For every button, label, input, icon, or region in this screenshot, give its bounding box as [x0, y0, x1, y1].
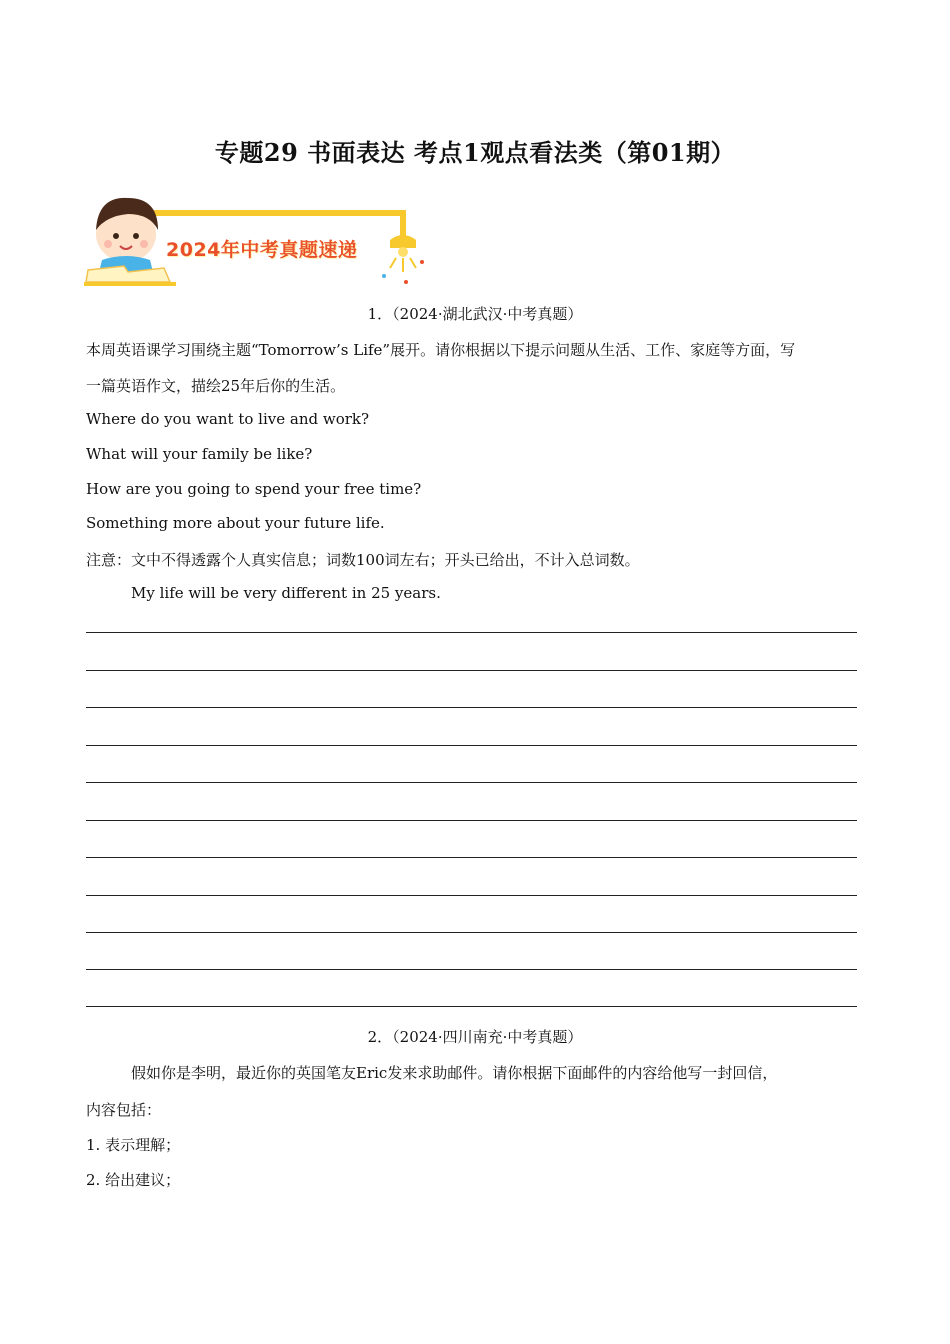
q1-prompt: Where do you want to live and work? [86, 410, 370, 428]
answer-line [86, 895, 857, 896]
q1-prompt: What will your family be like? [86, 445, 313, 463]
answer-line [86, 969, 857, 970]
section-banner [84, 190, 434, 290]
answer-line [86, 745, 857, 746]
answer-line [86, 932, 857, 933]
q1-note: 注意：文中不得透露个人真实信息；词数100词左右；开头已给出，不计入总词数。 [86, 551, 640, 569]
q2-header: 2．（2024·四川南充·中考真题） [367, 1028, 583, 1046]
q1-intro-line2: 一篇英语作文，描绘25年后你的生活。 [86, 377, 346, 395]
answer-line [86, 782, 857, 783]
q2-item: 1. 表示理解； [86, 1136, 181, 1154]
q1-opening: My life will be very different in 25 years. [131, 584, 441, 602]
q1-intro-line1: 本周英语课学习围绕主题“Tomorrow’s Life”展开。请你根据以下提示问题从生活、工作、家庭等方面，写 [86, 341, 796, 359]
q1-prompt: Something more about your future life. [86, 514, 385, 532]
answer-line [86, 707, 857, 708]
answer-line [86, 670, 857, 671]
q2-item: 2. 给出建议； [86, 1171, 181, 1189]
q2-intro-line2: 内容包括： [86, 1101, 162, 1119]
q1-prompt: How are you going to spend your free time? [86, 480, 422, 498]
q2-intro-line1: 假如你是李明，最近你的英国笔友Eric发来求助邮件。请你根据下面邮件的内容给他写一封回信， [131, 1064, 778, 1082]
q1-header: 1．（2024·湖北武汉·中考真题） [367, 305, 583, 323]
answer-line [86, 632, 857, 633]
answer-line [86, 857, 857, 858]
answer-line [86, 820, 857, 821]
page-title: 专题29 书面表达 考点1观点看法类（第01期） [214, 138, 736, 167]
answer-line [86, 1006, 857, 1007]
banner-title: 2024年中考真题速递 [166, 239, 358, 261]
